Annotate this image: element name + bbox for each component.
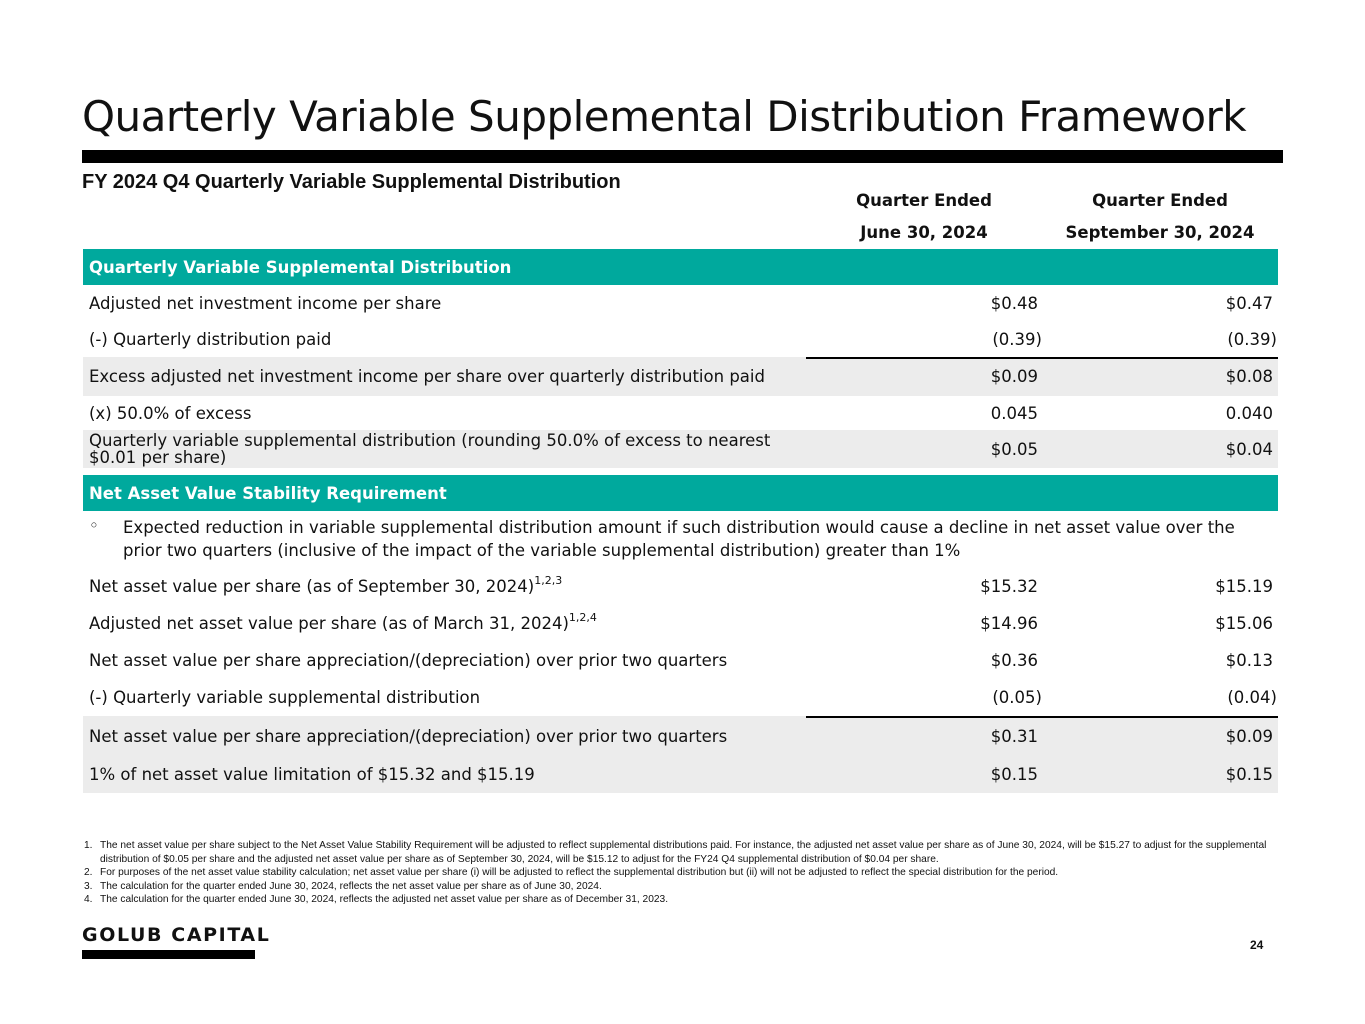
section-spacer (83, 468, 1278, 475)
column-header-june (809, 185, 1039, 249)
footnote-number: 1. (84, 840, 93, 851)
footnote-text: The net asset value per share subject to the Net Asset Value Stability Requirement will be adjusted to reflect supplemental distributions paid. For instance, the adjusted net asset value per share as of June 30, 2024, will be $15.27 to adjust for the supplemental distribution of $0.05 per share and the adjusted net asset value per share as of September 30, 2024, will be $15.12 to adjust for the FY24 Q4 supplemental distribution of $0.04 per share. (100, 840, 1267, 865)
value-june: $0.48 (990, 293, 1038, 313)
table-row (83, 716, 1278, 756)
table-row (83, 568, 1278, 605)
row-label-line2: $0.01 per share) (89, 448, 227, 467)
value-june: $0.05 (990, 439, 1038, 459)
value-september: (0.39) (1227, 329, 1277, 349)
column-header-line1: Quarter Ended (1092, 191, 1228, 210)
value-september: $15.19 (1215, 577, 1273, 596)
column-header-line2: June 30, 2024 (860, 223, 988, 242)
column-header-september (1045, 185, 1275, 249)
value-september: $0.15 (1225, 765, 1273, 784)
title-rule (82, 150, 1283, 163)
value-june: $0.36 (990, 651, 1038, 670)
logo-bar (82, 950, 255, 959)
row-label: (-) Quarterly variable supplemental distribution (89, 688, 481, 707)
table-subtitle: FY 2024 Q4 Quarterly Variable Supplemental Distribution (82, 171, 621, 193)
table-row (83, 756, 1278, 793)
bullet-icon: ◦ (89, 516, 99, 535)
row-label: Net asset value per share appreciation/(depreciation) over prior two quarters (89, 726, 728, 746)
footnote-number: 2. (84, 867, 93, 878)
value-june: $15.32 (980, 577, 1038, 596)
footnote (84, 839, 1274, 866)
company-logo: GOLUB CAPITAL (82, 924, 271, 946)
value-june: $14.96 (980, 614, 1038, 633)
section-heading-distribution (83, 249, 1278, 285)
footnote-number: 4. (84, 894, 93, 905)
page-number: 24 (1250, 938, 1264, 952)
table-row (83, 605, 1278, 642)
footnote-ref: 1,2,4 (568, 611, 597, 624)
row-label: Adjusted net investment income per share (89, 293, 442, 313)
value-june: (0.05) (992, 688, 1042, 707)
value-september: 0.040 (1225, 403, 1273, 423)
footnote-ref: 1,2,3 (534, 574, 563, 587)
footnote (84, 880, 1274, 894)
row-label (83, 432, 1278, 466)
table-row (83, 321, 1278, 357)
footnote-text: The calculation for the quarter ended June 30, 2024, reflects the net asset value per share as of June 30, 2024. (100, 880, 602, 892)
row-label: Excess adjusted net investment income per share over quarterly distribution paid (89, 367, 765, 386)
bullet-text: Expected reduction in variable supplemental distribution amount if such distribution would cause a decline in net asset value over the prior two quarters (inclusive of the impact of the variable supplemental distribution) greater than 1% (123, 518, 1235, 560)
table-row (83, 679, 1278, 716)
table-row (83, 285, 1278, 321)
value-september: $0.09 (1225, 726, 1273, 746)
row-label: (x) 50.0% of excess (89, 403, 252, 423)
value-september: $15.06 (1215, 614, 1273, 633)
value-june: $0.31 (990, 726, 1038, 746)
value-june: $0.09 (990, 367, 1038, 386)
distribution-table (83, 249, 1278, 793)
footnote-number: 3. (84, 880, 93, 892)
footnotes (84, 839, 1274, 907)
row-label (83, 611, 1278, 633)
value-september: $0.08 (1225, 367, 1273, 386)
section-heading-label: Quarterly Variable Supplemental Distribution (89, 257, 512, 277)
column-header-line2: September 30, 2024 (1065, 223, 1255, 242)
row-label-text: Net asset value per share (as of September 30, 2024) (89, 577, 535, 596)
row-label: 1% of net asset value limitation of $15.32 and $15.19 (89, 765, 535, 784)
section-heading-nav-stability (83, 475, 1278, 511)
value-september: $0.13 (1225, 651, 1273, 670)
footnote-text: The calculation for the quarter ended June 30, 2024, reflects the adjusted net asset value per share as of December 31, 2023. (100, 894, 669, 905)
section-heading-label: Net Asset Value Stability Requirement (89, 483, 447, 503)
column-header-line1: Quarter Ended (856, 191, 992, 210)
table-row (83, 430, 1278, 468)
row-label: Net asset value per share appreciation/(depreciation) over prior two quarters (89, 651, 728, 670)
table-row (83, 642, 1278, 679)
value-june: 0.045 (990, 403, 1038, 423)
value-september: (0.04) (1227, 688, 1277, 707)
page-title: Quarterly Variable Supplemental Distribution Framework (82, 92, 1247, 141)
value-june: (0.39) (992, 329, 1042, 349)
row-label (83, 574, 1278, 596)
table-row (83, 357, 1278, 396)
table-row (83, 396, 1278, 430)
row-label-text: Adjusted net asset value per share (as of March 31, 2024) (89, 614, 569, 633)
footnote (84, 866, 1274, 880)
row-label: (-) Quarterly distribution paid (89, 329, 332, 349)
row-label-line1: Quarterly variable supplemental distribution (rounding 50.0% of excess to nearest (89, 431, 771, 450)
value-september: $0.04 (1225, 439, 1273, 459)
footnote-text: For purposes of the net asset value stability calculation; net asset value per share (i) will be adjusted to reflect the supplemental distribution but (ii) will not be adjusted to reflect the special distribution for the period. (100, 867, 1059, 878)
value-june: $0.15 (990, 765, 1038, 784)
value-september: $0.47 (1225, 293, 1273, 313)
bullet-note (83, 511, 1278, 568)
footnote (84, 893, 1274, 907)
